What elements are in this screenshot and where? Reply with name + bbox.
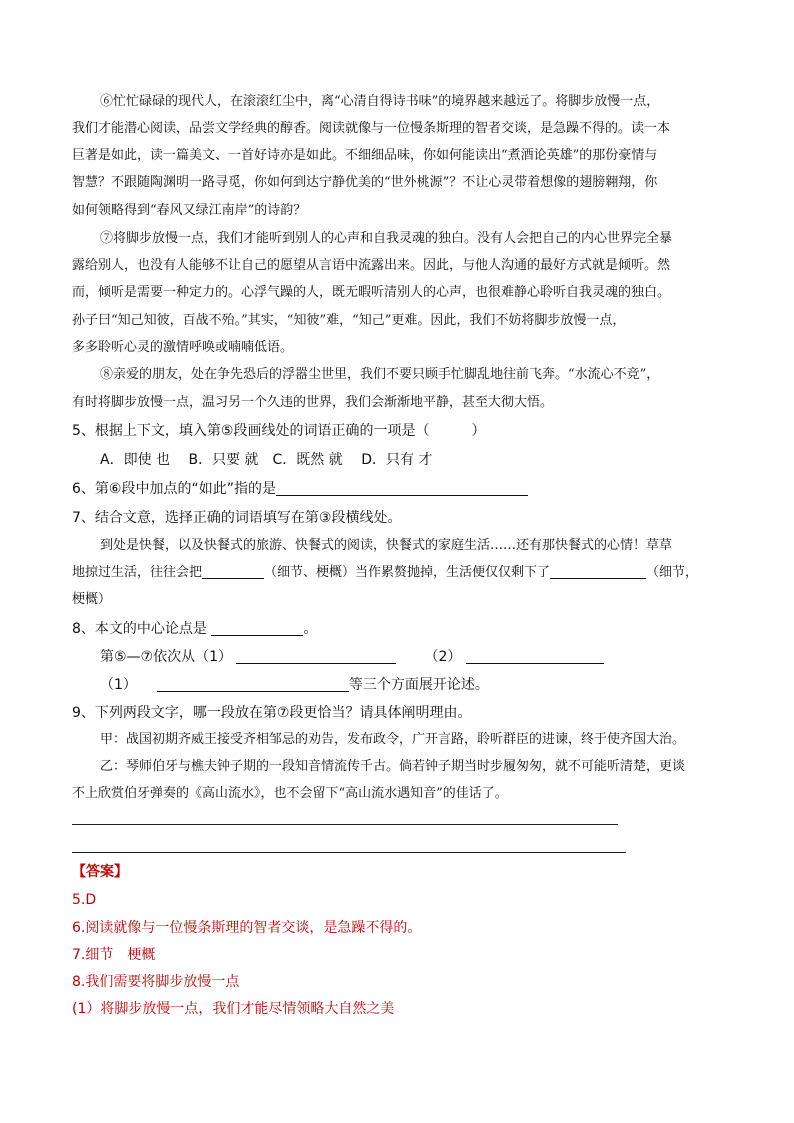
q8-line-2b: （2）	[424, 649, 462, 665]
question-7: 7、结合文意，选择正确的词语填写在第③段横线处。	[72, 510, 402, 526]
q9-option-b-line-1: 乙：琴师伯牙与樵夫钟子期的一段知音情流传千古。倘若钟子期当时步履匆匆，就不可能听清楚，更谈	[100, 759, 686, 774]
q9-option-a: 甲：战国初期齐威王接受齐相邹忌的劝告，发布政令，广开言路，聆听群臣的进谏，终于使齐国大治。	[100, 732, 686, 747]
answer-line-1[interactable]	[72, 824, 618, 825]
question-5-options: A．即使 也 B．只要 就 C．既然 就 D．只有 才	[100, 452, 433, 468]
p8-line-2: 有时将脚步放慢一点，温习另一个久违的世界，我们会渐渐地平静，甚至大彻大悟。	[72, 395, 554, 410]
answer-6: 6.阅读就像与一位慢条斯理的智者交谈，是急躁不得的。	[72, 920, 422, 936]
question-9: 9、下列两段文字，哪一段放在第⑦段更恰当？请具体阐明理由。	[72, 705, 472, 721]
q8-central-blank[interactable]	[211, 621, 303, 636]
q8-line-2	[100, 647, 604, 667]
question-6-blank[interactable]	[276, 481, 528, 496]
q8-blank-2[interactable]	[466, 649, 604, 664]
q7-text-line-2	[72, 563, 698, 583]
q8-line-3b: 等三个方面展开论述。	[348, 677, 489, 693]
q7-text-line-1: 到处是快餐，以及快餐式的旅游、快餐式的阅读，快餐式的家庭生活……还有那快餐式的心情！草草	[100, 538, 673, 553]
question-8-end: 。	[303, 621, 318, 637]
answer-7: 7.细节 梗概	[72, 947, 156, 963]
p6-line-1: ⑥忙忙碌碌的现代人，在滚滚红尘中，离“心清自得诗书味”的境界越来越远了。将脚步放慢一点，	[100, 94, 660, 109]
p7-line-5: 多多聆听心灵的激情呼唤或喃喃低语。	[72, 340, 294, 355]
question-6-text: 6、第⑥段中加点的“如此”指的是	[72, 481, 276, 497]
q7-text-2b: （细节、梗概）当作累赘抛掉，生活便仅仅剩下了	[264, 565, 551, 580]
p6-line-2: 我们才能潜心阅读，品尝文学经典的醇香。阅读就像与一位慢条斯理的智者交谈，是急躁不得的。读一本	[72, 121, 671, 136]
q7-text-2c: （细节，	[646, 565, 699, 580]
p6-line-3: 巨著是如此，读一篇美文、一首好诗亦是如此。不细细品味，你如何能读出“煮酒论英雄”的那份豪情与	[72, 148, 658, 163]
p6-line-5: 如何领略得到“春风又绿江南岸”的诗韵？	[72, 203, 307, 218]
p7-line-4: 孙子曰“知己知彼，百战不殆。”其实，“知彼”难，“知己”更难。因此，我们不妨将脚步放慢一点，	[72, 313, 626, 328]
p8-line-1: ⑧亲爱的朋友，处在争先恐后的浮嚣尘世里，我们不要只顾手忙脚乱地往前飞奔。“水流心不竞”，	[100, 367, 660, 382]
q7-blank-1[interactable]	[202, 564, 264, 579]
q8-line-3	[100, 675, 489, 695]
answer-5: 5.D	[72, 892, 97, 908]
question-5: 5、根据上下文，填入第⑤段画线处的词语正确的一项是（ ）	[72, 423, 486, 439]
p7-line-2: 露给别人，也没有人能够不让自己的愿望从言语中流露出来。因此，与他人沟通的最好方式就是倾听。然	[72, 258, 671, 273]
q8-line-3a: （1）	[100, 677, 137, 693]
answer-line-2[interactable]	[72, 852, 626, 853]
q8-blank-1[interactable]	[236, 649, 396, 664]
p7-line-1: ⑦将脚步放慢一点，我们才能听到别人的心声和自我灵魂的独白。没有人会把自己的内心世界完全暴	[100, 231, 673, 246]
question-8-text: 8、本文的中心论点是	[72, 621, 207, 637]
p7-line-3: 而，倾听是需要一种定力的。心浮气躁的人，既无暇听清别人的心声，也很难静心聆听自我灵魂的独白。	[72, 285, 671, 300]
q9-option-b-line-2: 不上欣赏伯牙弹奏的《高山流水》，也不会留下“高山流水遇知音”的佳话了。	[72, 786, 508, 801]
question-6	[72, 479, 528, 499]
q7-text-line-3: 梗概）	[72, 592, 112, 607]
q7-text-2a: 地掠过生活，往往会把	[72, 565, 203, 580]
q7-blank-2[interactable]	[550, 564, 646, 579]
q8-blank-3[interactable]	[157, 677, 349, 692]
answer-header: 【答案】	[72, 864, 128, 880]
answer-8-1: (1）将脚步放慢一点，我们才能尽情领略大自然之美	[72, 1001, 395, 1017]
question-8	[72, 619, 317, 639]
q8-line-2a: 第⑤—⑦依次从（1）	[100, 649, 233, 665]
p6-line-4: 智慧？不跟随陶渊明一路寻觅，你如何到达宁静优美的“世外桃源”？不让心灵带着想像的翅膀翱翔，你	[72, 175, 658, 190]
answer-8: 8.我们需要将脚步放慢一点	[72, 974, 240, 990]
